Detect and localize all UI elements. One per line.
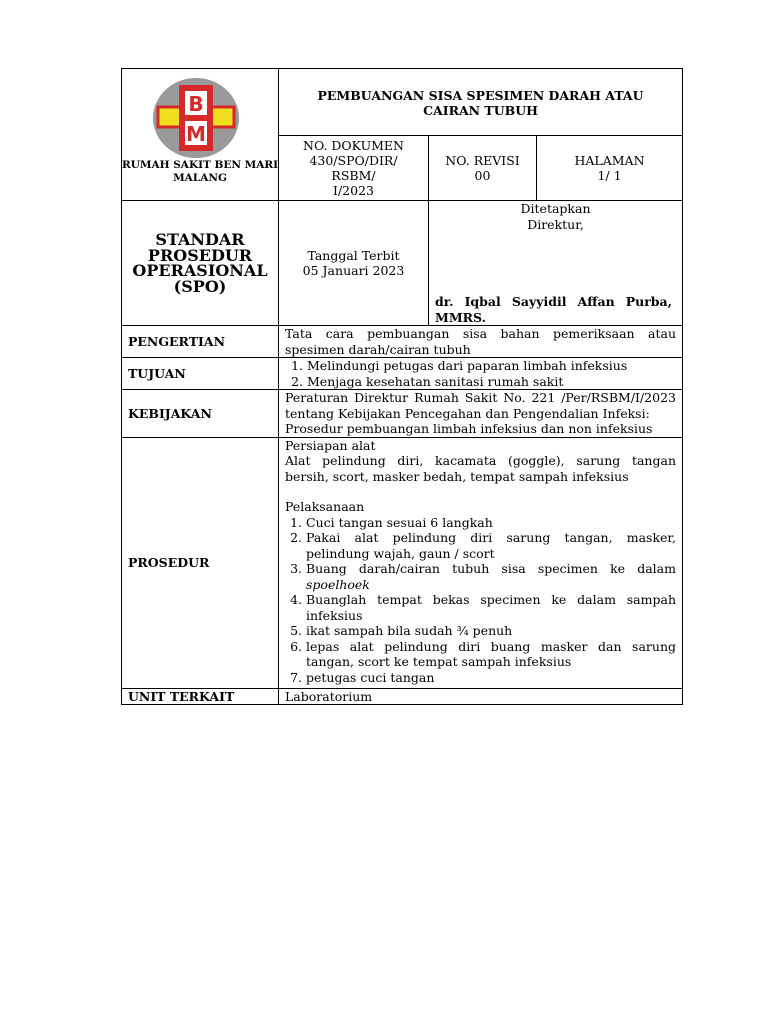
no-dokumen-label: NO. DOKUMEN <box>303 138 404 153</box>
tujuan-list <box>279 358 683 390</box>
pelaksanaan-steps <box>285 515 676 686</box>
spo-table <box>121 68 683 705</box>
hospital-logo <box>152 77 240 163</box>
step-item: 1. Cuci tangan sesuai 6 langkah <box>306 515 676 531</box>
pengertian-label: PENGERTIAN <box>122 326 279 358</box>
halaman-label: HALAMAN <box>574 152 645 168</box>
kebijakan-text <box>279 390 683 438</box>
persiapan-text: Alat pelindung diri, kacamata (goggle), sarung tangan bersih, scort, masker bedah, tempat sampah infeksius <box>285 453 676 484</box>
spo-title-line-2: PROSEDUR <box>147 245 253 265</box>
ditetapkan-text: Ditetapkan <box>520 201 591 216</box>
no-dokumen-cell <box>279 136 429 201</box>
prosedur-label: PROSEDUR <box>122 437 279 688</box>
spo-title-line-3: OPERASIONAL <box>132 261 268 280</box>
tujuan-item: 2. Menjaga kesehatan sanitasi rumah sakit <box>307 374 676 390</box>
kebijakan-label: KEBIJAKAN <box>122 390 279 438</box>
spo-title-line-1: STANDAR <box>155 230 245 249</box>
spo-title-cell <box>122 201 279 326</box>
spo-document <box>121 68 682 705</box>
step-item: 2. Pakai alat pelindung diri sarung tangan, masker, pelindung wajah, gaun / scort <box>306 530 676 561</box>
unit-terkait-label: UNIT TERKAIT <box>122 688 279 705</box>
halaman-cell <box>537 136 683 201</box>
persiapan-title: Persiapan alat <box>285 437 376 453</box>
step-3-term: spoelhoek <box>306 576 370 592</box>
no-dokumen-value-1: 430/SPO/DIR/ <box>309 153 398 168</box>
halaman-value: 1/ 1 <box>597 168 622 183</box>
tanggal-terbit-value: 05 Januari 2023 <box>302 263 405 278</box>
step-item: 6. lepas alat pelindung diri buang masker dan sarung tangan, scort ke tempat sampah infeksius <box>306 639 676 670</box>
prosedur-content <box>279 437 683 688</box>
signatory-name: dr. Iqbal Sayyidil Affan Purba, <box>435 294 672 309</box>
direktur-text: Direktur, <box>527 216 584 232</box>
kebijakan-line-3: Prosedur pembuangan limbah infeksius dan non infeksius <box>285 421 653 436</box>
pengertian-text: Tata cara pembuangan sisa bahan pemeriksaan atau spesimen darah/cairan tubuh <box>279 326 683 358</box>
step-item <box>306 561 676 592</box>
hospital-logo-cell <box>122 69 279 201</box>
step-item: 4. Buanglah tempat bekas specimen ke dalam sampah infeksius <box>306 592 676 623</box>
step-3-text: 3. Buang darah/cairan tubuh sisa specimen ke dalam <box>306 561 676 576</box>
no-revisi-cell <box>429 136 537 201</box>
tanggal-terbit-cell <box>279 201 429 326</box>
unit-terkait-value: Laboratorium <box>279 688 683 705</box>
kebijakan-line-2: tentang Kebijakan Pencegahan dan Pengendalian Infeksi: <box>285 405 650 421</box>
signatory-degree: MMRS. <box>435 309 486 325</box>
tujuan-item: 1. Melindungi petugas dari paparan limbah infeksius <box>307 358 676 374</box>
hospital-name: RUMAH SAKIT BEN MARI MALANG <box>122 159 279 184</box>
step-item: 5. ikat sampah bila sudah ¾ penuh <box>306 623 676 639</box>
ditetapkan-cell <box>429 201 683 326</box>
spo-title-line-4: (SPO) <box>173 276 227 296</box>
pelaksanaan-title: Pelaksanaan <box>285 499 365 514</box>
no-revisi-label: NO. REVISI <box>445 152 520 168</box>
no-dokumen-value-3: I/2023 <box>333 183 374 198</box>
document-title-text: PEMBUANGAN SISA SPESIMEN DARAH ATAU CAIRAN TUBUH <box>317 87 644 118</box>
no-dokumen-value-2: RSBM/ <box>331 168 376 183</box>
tanggal-terbit-label: Tanggal Terbit <box>307 247 400 263</box>
svg-text:M: M <box>186 122 206 146</box>
tujuan-label: TUJUAN <box>122 358 279 390</box>
step-item: 7. petugas cuci tangan <box>306 670 676 686</box>
svg-text:B: B <box>188 92 204 116</box>
kebijakan-line-1: Peraturan Direktur Rumah Sakit No. 221 /Per/RSBM/I/2023 <box>285 390 676 405</box>
no-revisi-value: 00 <box>474 168 491 183</box>
document-title <box>279 69 683 136</box>
